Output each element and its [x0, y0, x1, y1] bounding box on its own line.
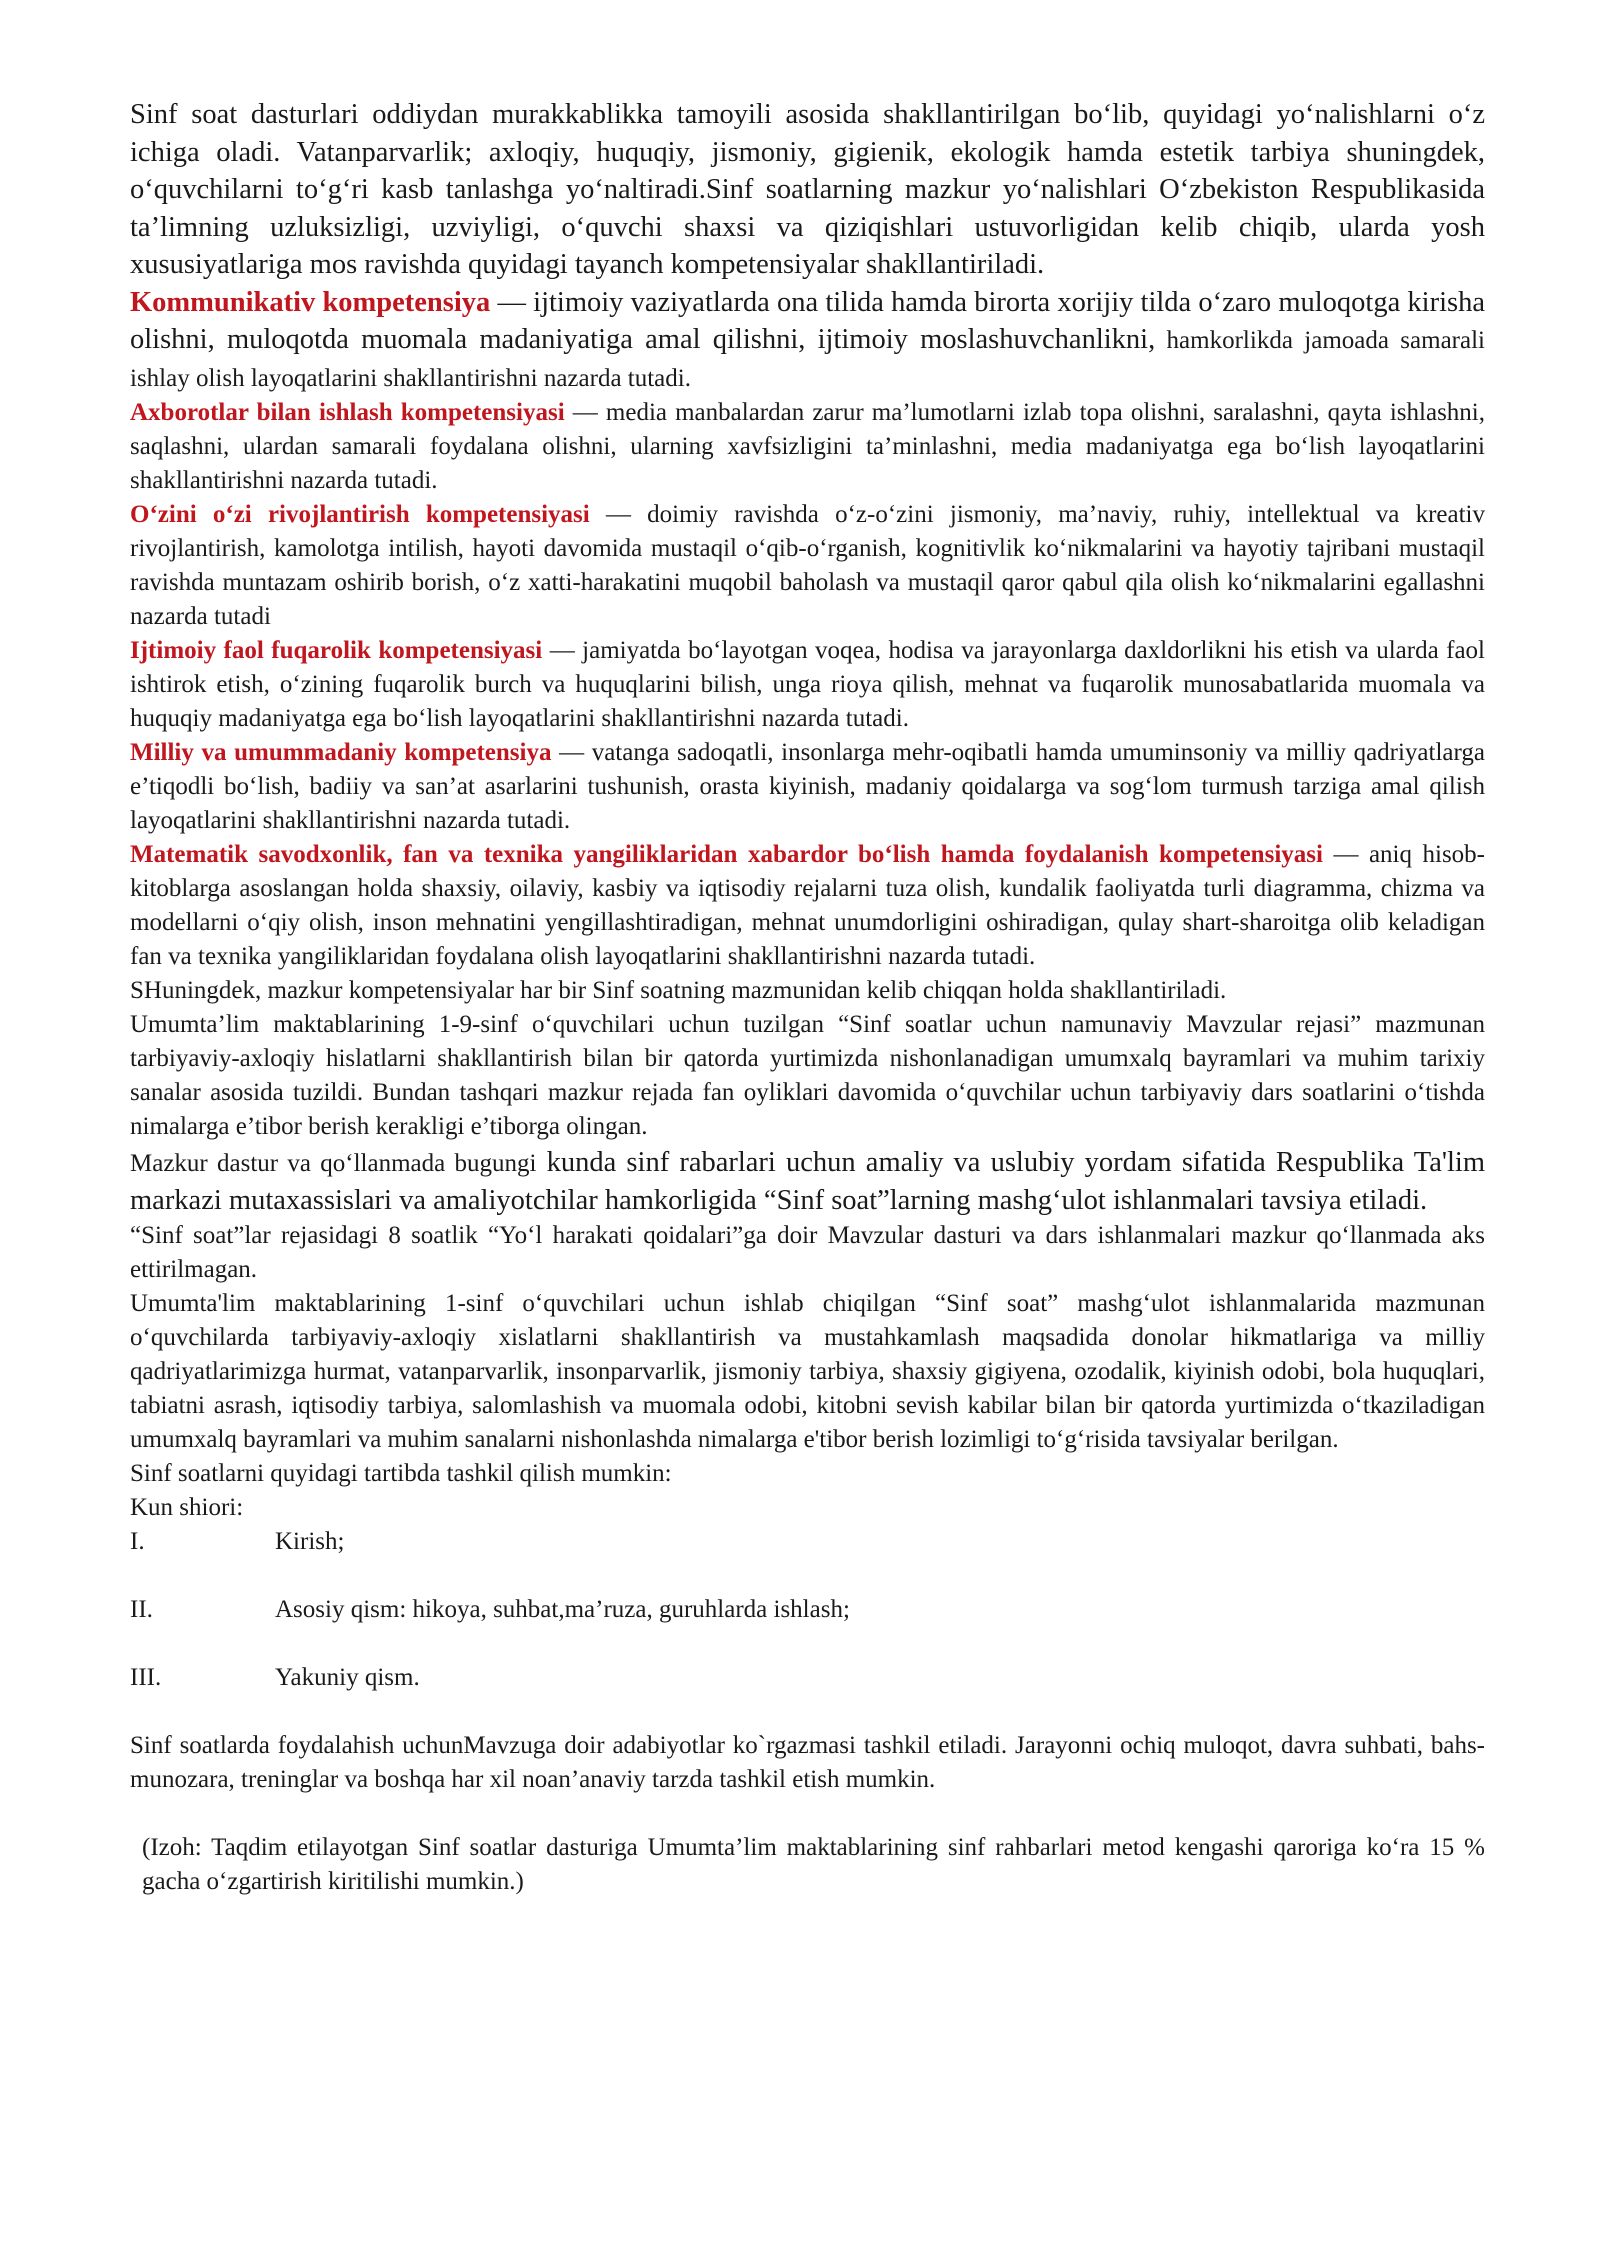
paragraph-guide-rest: kunda sinf rabarlari uchun amaliy va uslubiy yordam sifatida Respublika Ta'lim markazi mutaxassislari va amaliyotchilar hamkorligida “Sinf soat”larning mashg‘ulot ishlanmalari tavsiya etiladi. — [130, 1147, 1485, 1216]
competency-text-small: hamkorlikda jamoada samarali ishlay olish layoqatlarini shakllantirishni nazarda tutadi. — [130, 327, 1485, 392]
competency-text: — media manbalardan zarur ma’lumotlarni izlab topa olishni, saralashni, qayta ishlashni, saqlashni, ulardan samarali foydalana olishni, ularning xavfsizligini ta’minlashni, media madaniyatga ega bo‘lish layoqatlarini shakllantirishni nazarda tutadi. — [130, 399, 1486, 494]
competency-text: — jamiyatda bo‘layotgan voqea, hodisa va jarayonlarga daxldorlikni his etish va ularda faol ishtirok etish, o‘zining fuqarolik burch va huquqlarini bilish, unga rioya qilish, mehnat va fuqarolik munosabatlarida muomala va huquqiy madaniyatga ega bo‘lish layoqatlarini shakllantirishni nazarda tutadi. — [130, 637, 1486, 732]
competency-title: O‘zini o‘zi rivojlantirish kompetensiyasi — [130, 501, 590, 528]
competency-title: Kommunikativ kompetensiya — [130, 286, 491, 318]
list-number: I. — [130, 1528, 145, 1555]
list-number: II. — [130, 1596, 153, 1623]
intro-paragraph: Sinf soat dasturlari oddiydan murakkablikka tamoyili asosida shakllantirilgan bo‘lib, quyidagi yo‘nalishlarni o‘z ichiga oladi. Vatanparvarlik; axloqiy, huquqiy, jismoniy, gigienik, ekologik hamda estetik tarbiya shuningdek, o‘quvchilarni to‘g‘ri kasb tanlashga yo‘naltiradi.Sinf soatlarning mazkur yo‘nalishlari O‘zbekiston Respublikasida ta’limning uzluksizligi, uzviyligi, o‘quvchi shaxsi va qiziqishlari ustuvorligidan kelib chiqib, ularda yosh xususiyatlariga mos ravishda quyidagi tayanch kompetensiyalar shakllantiriladi. — [130, 99, 1485, 280]
paragraph-plan: Umumta’lim maktablarining 1-9-sinf o‘quvchilari uchun tuzilgan “Sinf soatlar uchun namunaviy Mavzular rejasi” mazmunan tarbiyaviy-axloqiy hislatlarni shakllantirish bilan bir qatorda yurtimizda nishonlanadigan umumxalq bayramlari va muhim tarixiy sanalar asosida tuzildi. Bundan tashqari mazkur rejada fan oyliklari davomida o‘quvchilar uchun tarbiyaviy dars soatlarini o‘tishda nimalarga e’tibor berish kerakligi e’tiborga olingan. — [130, 1011, 1485, 1140]
list-number: III. — [130, 1664, 162, 1691]
list-item — [130, 1593, 1485, 1627]
list-item — [130, 1525, 1485, 1559]
competency-title: Ijtimoiy faol fuqarolik kompetensiyasi — [130, 637, 543, 664]
paragraph-traffic: “Sinf soat”lar rejasidagi 8 soatlik “Yo‘l harakati qoidalari”ga doir Mavzular dasturi va dars ishlanmalari mazkur qo‘llanmada aks ettirilmagan. — [130, 1222, 1485, 1283]
paragraph-exhibition: Sinf soatlarda foydalahish uchunMavzuga doir adabiyotlar ko`rgazmasi tashkil etiladi. Jarayonni ochiq muloqot, davra suhbati, bahs-munozara, treninglar va boshqa har xil noan’anaviy tarzda tashkil etish mumkin. — [130, 1732, 1485, 1793]
list-text: Yakuniy qism. — [275, 1664, 420, 1691]
list-text: Asosiy qism: hikoya, suhbat,ma’ruza, guruhlarda ishlash; — [275, 1596, 850, 1623]
competency-text: — ijtimoiy vaziyatlarda ona tilida hamda birorta xorijiy tilda o‘zaro muloqotga kirisha olishni, muloqotda muomala madaniyatiga amal qilishni, ijtimoiy moslashuvchanlikni, — [130, 286, 1485, 355]
competency-title: Milliy va umummadaniy kompetensiya — [130, 739, 552, 766]
competency-civic — [130, 634, 1485, 736]
paragraph-motto: Kun shiori: — [130, 1494, 244, 1521]
competency-cultural — [130, 736, 1485, 838]
paragraph-first-grade: Umumta'lim maktablarining 1-sinf o‘quvchilari uchun ishlab chiqilgan “Sinf soat” mashg‘ulot ishlanmalarida mazmunan o‘quvchilarda tarbiyaviy-axloqiy xislatlarni shakllantirish va mustahkamlash maqsadida donolar hikmatlariga va milliy qadriyatlarimizga hurmat, vatanparvarlik, insonparvarlik, jismoniy tarbiya, shaxsiy gigiyena, ozodalik, kiyinish odobi, bola huquqlari, tabiatni asrash, iqtisodiy tarbiya, salomlashish va muomala odobi, kitobni sevish kabilar bilan bir qatorda yurtimizda o‘tkaziladigan umumxalq bayramlari va muhim sanalarni nishonlashda nimalarga e'tibor berish lozimligi to‘g‘risida tavsiyalar berilgan. — [130, 1290, 1485, 1453]
competency-self-development — [130, 498, 1485, 634]
paragraph-also: SHuningdek, mazkur kompetensiyalar har bir Sinf soatning mazmunidan kelib chiqqan holda shakllantiriladi. — [130, 977, 1227, 1004]
competency-title: Axborotlar bilan ishlash kompetensiyasi — [130, 399, 565, 426]
paragraph-guide-start: Mazkur dastur va qo‘llanmada bugungi — [130, 1150, 537, 1177]
list-text: Kirish; — [275, 1528, 345, 1555]
competency-math — [130, 838, 1485, 974]
note-paragraph: (Izoh: Taqdim etilayotgan Sinf soatlar dasturiga Umumta’lim maktablarining sinf rahbarlari metod kengashi qaroriga ko‘ra 15 % gacha o‘zgartirish kiritilishi mumkin.) — [142, 1834, 1485, 1895]
competency-information — [130, 396, 1485, 498]
competency-text: — aniq hisob-kitoblarga asoslangan holda shaxsiy, oilaviy, kasbiy va iqtisodiy rejalarni tuza olish, kundalik faoliyatda turli diagramma, chizma va modellarni o‘qiy olish, inson mehnatini yengillashtiradigan, mehnat unumdorligini oshiradigan, qulay shart-sharoitga olib keladigan fan va texnika yangiliklaridan foydalana olish layoqatlarini shakllantirishni nazarda tutadi. — [130, 841, 1485, 970]
competency-text: — doimiy ravishda o‘z-o‘zini jismoniy, ma’naviy, ruhiy, intellektual va kreativ rivojlantirish, kamolotga intilish, hayoti davomida mustaqil o‘qib-o‘rganish, kognitivlik ko‘nikmalarini va hayotiy tajribani mustaqil ravishda muntazam oshirib borish, o‘z xatti-harakatini muqobil baholash va mustaqil qaror qabul qila olish ko‘nikmalarini egallashni nazarda tutadi — [130, 501, 1485, 630]
competency-communicative — [130, 284, 1485, 397]
competency-text: — vatanga sadoqatli, insonlarga mehr-oqibatli hamda umuminsoniy va milliy qadriyatlarga e’tiqodli bo‘lish, badiiy va san’at asarlarini tushunish, orasta kiyinish, madaniy qoidalarga va sog‘lom turmush tarziga amal qilish layoqatlarini shakllantirishni nazarda tutadi. — [130, 739, 1485, 834]
paragraph-guide — [130, 1144, 1485, 1219]
list-item — [130, 1661, 1485, 1695]
paragraph-order: Sinf soatlarni quyidagi tartibda tashkil qilish mumkin: — [130, 1460, 672, 1487]
competency-title: Matematik savodxonlik, fan va texnika yangiliklaridan xabardor bo‘lish hamda foydalanish kompetensiyasi — [130, 841, 1323, 868]
